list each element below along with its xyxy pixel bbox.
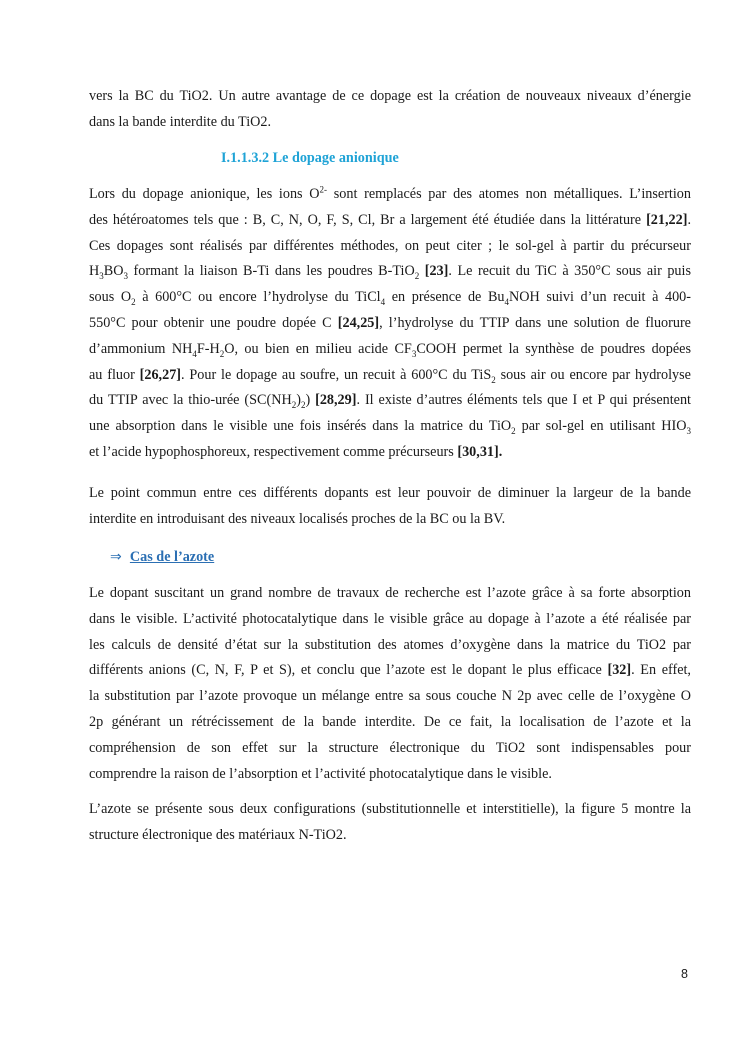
text-line: une absorption dans le visible une fois insérés dans la matrice du TiO$_2$ par sol-gel en utilisant $HIO_3$ — [89, 418, 691, 436]
section-heading: I.1.1.3.2 Le dopage anionique — [221, 150, 399, 166]
subsection-heading-azote — [110, 549, 214, 566]
text-line: vers la BC du TiO2. Un autre avantage de ce dopage est la création de nouveaux niveaux d’énergie — [89, 88, 691, 104]
text-line: d’ammonium $NH_4F-H_2O$, ou bien en milieu acide $CF_3COOH$ permet la synthèse de poudres dopées — [89, 340, 691, 359]
implies-arrow-icon: ⇒ — [110, 549, 122, 565]
text-line: des hétéroatomes tels que : B, C, N, O, F, S, Cl, Br a largement été étudiée dans la littérature [21,22]. — [89, 211, 691, 228]
citation: [24,25] — [337, 314, 380, 331]
paragraph-intro — [89, 84, 691, 136]
text-line: 2p générant un rétrécissement de la bande interdite. De ce fait, la localisation de l’azote et la — [89, 713, 691, 730]
citation: [21,22] — [646, 211, 688, 228]
text-line: Lors du dopage anionique, les ions $O^{2-}$ sont remplacés par des atomes non métalliques. L’insertion — [89, 184, 691, 202]
citation: [30,31]. — [457, 443, 503, 460]
text-line: au fluor [26,27]. Pour le dopage au soufre, un recuit à 600°C du TiS$_2$ sous air ou encore par hydrolyse — [89, 366, 691, 385]
citation: [32] — [607, 662, 632, 679]
text-line: Le point commun entre ces différents dopants est leur pouvoir de diminuer la largeur de la bande — [89, 485, 691, 501]
paragraph-nitrogen — [89, 581, 691, 787]
text-line: la substitution par l’azote provoque un mélange entre sa sous couche N 2p avec celle de l’oxygène O — [89, 688, 691, 705]
text-line: compréhension de son effet sur la structure électronique du TiO2 sont indispensables pour — [89, 739, 691, 756]
citation: [23] — [424, 263, 449, 280]
text-line: comprendre la raison de l’absorption et l’activité photocatalytique dans le visible. — [89, 765, 552, 782]
text-line: sous $O_2$ à 600°C ou encore l’hydrolyse du TiCl$_4$ en présence de $Bu_4NOH$ suivi d’un recuit à 400- — [89, 289, 691, 308]
text-line: Le dopant suscitant un grand nombre de travaux de recherche est l’azote grâce à sa forte absorption — [89, 585, 691, 601]
page-number: 8 — [681, 967, 688, 981]
text-line: du TTIP avec la thio-urée $(SC(NH_2)_2)$ [28,29]. Il existe d’autres éléments tels que I et P qui présentent — [89, 392, 691, 411]
text-line: 550°C pour obtenir une poudre dopée C [24,25], l’hydrolyse du TTIP dans une solution de fluorure — [89, 314, 691, 331]
text-line: L’azote se présente sous deux configurations (substitutionnelle et interstitielle), la figure 5 montre la — [89, 801, 691, 817]
text-line: Ces dopages sont réalisés par différentes méthodes, on peut citer ; le sol-gel à partir du précurseur — [89, 237, 691, 254]
text-line: dans le visible. L’activité photocatalytique dans le visible grâce au dopage à l’azote a été réalisée par — [89, 610, 691, 627]
paragraph-anionic-doping — [89, 182, 691, 466]
citation: [26,27] — [139, 366, 182, 383]
paragraph-common-point — [89, 481, 691, 533]
paragraph-configurations — [89, 797, 691, 849]
text-line: interdite en introduisant des niveaux localisés proches de la BC ou la BV. — [89, 510, 506, 527]
text-line: structure électronique des matériaux N-TiO2. — [89, 826, 347, 843]
citation: [28,29] — [315, 392, 357, 409]
subsection-label: Cas de l’azote — [129, 549, 215, 565]
text-line: $H_3BO_3$ formant la liaison B-Ti dans les poudres B-TiO$_2$ [23]. Le recuit du TiC à 350°C sous air puis — [89, 263, 691, 282]
text-line: différents anions (C, N, F, P et S), et conclu que l’azote est le dopant le plus efficace [32]. En effet, — [89, 662, 691, 679]
text-line: les calculs de densité d’état sur la substitution des atomes d’oxygène dans la matrice du TiO2 par — [89, 636, 691, 653]
text-line: et l’acide hypophosphoreux, respectivement comme précurseurs [30,31]. — [89, 443, 503, 460]
text-line: dans la bande interdite du TiO2. — [89, 113, 272, 130]
